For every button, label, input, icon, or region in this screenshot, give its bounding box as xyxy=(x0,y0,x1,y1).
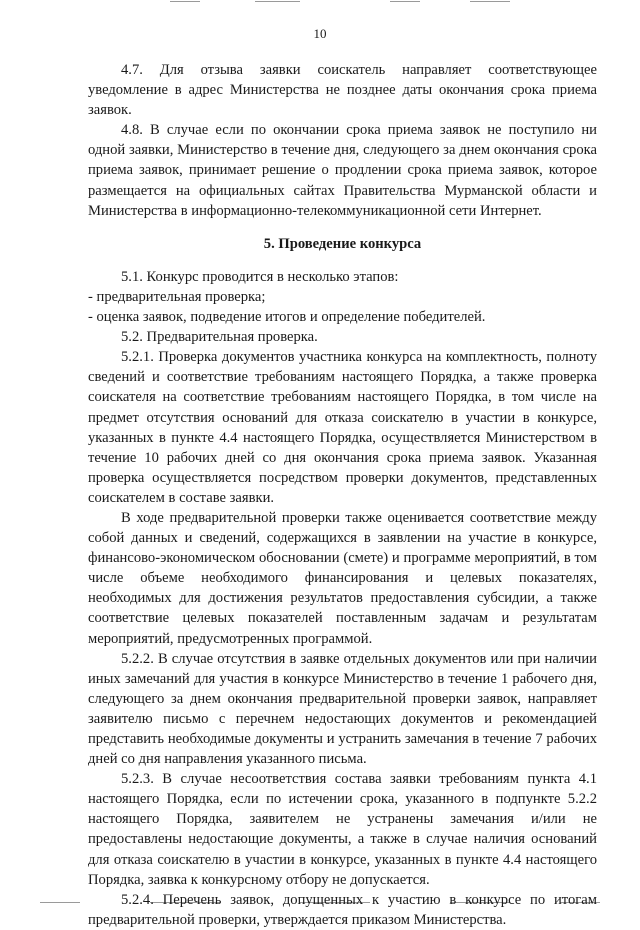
scan-edge-mark xyxy=(255,1,300,2)
stage-list-item: - предварительная проверка; xyxy=(88,288,266,305)
paragraph-4-8: 4.8. В случае если по окончании срока приема заявок не поступило ни одной заявки, Министерство в течение дня, следующего за днем окончания срока приема заявок, принимает решение о продлении срока приема заявок, которое размещается на официальных сайтах Правительства Мурманской области и Министерства в информационно-телекоммуникационной сети Интернет. xyxy=(88,122,597,219)
paragraph-5-2-2: 5.2.2. В случае отсутствия в заявке отдельных документов или при наличии иных замечаний для участия в конкурсе Министерство в течение 1 рабочего дня, следующего за днем окончания предварительной проверки заявок, направляет заявителю письмо с перечнем недостающих документов и рекомендацией представить необходимые документы и устранить замечания в течение 7 рабочих дней со дня направления указанного письма. xyxy=(88,650,597,768)
scan-edge-mark xyxy=(40,902,80,903)
paragraph-5-1: 5.1. Конкурс проводится в несколько этапов: xyxy=(121,268,399,285)
paragraph-5-2-1-continued: В ходе предварительной проверки также оценивается соответствие между собой данных и сведений, содержащихся в заявлении на участие в конкурсе, финансово-экономическом обосновании (смете) и программе мероприятий, в том числе объеме необходимого финансирования и целевых показателях, необходимых для достижения результатов предоставления субсидии, а также соответствие целевых показателей поставленным задачам и результатам мероприятий, предусмотренных программой. xyxy=(88,509,597,647)
paragraph-5-2-4: 5.2.4. Перечень заявок, допущенных к участию в конкурсе по итогам предварительной проверки, утверждается приказом Министерства. xyxy=(88,891,597,928)
paragraph-5-2-3: 5.2.3. В случае несоответствия состава заявки требованиям пункта 4.1 настоящего Порядка, если по истечении срока, указанного в подпункте 5.2.2 настоящего Порядка, заявителем не устранены замечания и/или не предоставлены недостающие документы, а также в случае наличия оснований для отказа соискателю в участии в конкурсе, указанных в пункте 4.4 настоящего Порядка, заявка к конкурсному отбору не допускается. xyxy=(88,771,597,888)
page-number: 10 xyxy=(313,26,327,41)
stage-list-item: - оценка заявок, подведение итогов и определение победителей. xyxy=(88,309,486,326)
scan-edge-mark xyxy=(470,1,510,2)
document-body xyxy=(88,60,597,930)
paragraph-5-2: 5.2. Предварительная проверка. xyxy=(121,329,318,346)
paragraph-4-7: 4.7. Для отзыва заявки соискатель направляет соответствующее уведомление в адрес Министерства не позднее даты окончания срока приема заявок. xyxy=(88,62,597,119)
scan-edge-mark xyxy=(390,1,420,2)
scan-edge-mark xyxy=(170,1,200,2)
paragraph-5-2-1: 5.2.1. Проверка документов участника конкурса на комплектность, полноту сведений и соответствие требованиям настоящего Порядка, а также проверка соискателя на соответствие требованиям настоящего Порядка, в том числе на предмет отсутствия оснований для отказа соискателю в участии в конкурсе, указанных в пункте 4.4 настоящего Порядка, осуществляется Министерством в течение 10 рабочих дней со дня окончания срока приема заявок. Указанная проверка осуществляется посредством проверки документов, представленных соискателем в составе заявки. xyxy=(88,349,597,506)
section-heading: 5. Проведение конкурса xyxy=(263,235,422,252)
